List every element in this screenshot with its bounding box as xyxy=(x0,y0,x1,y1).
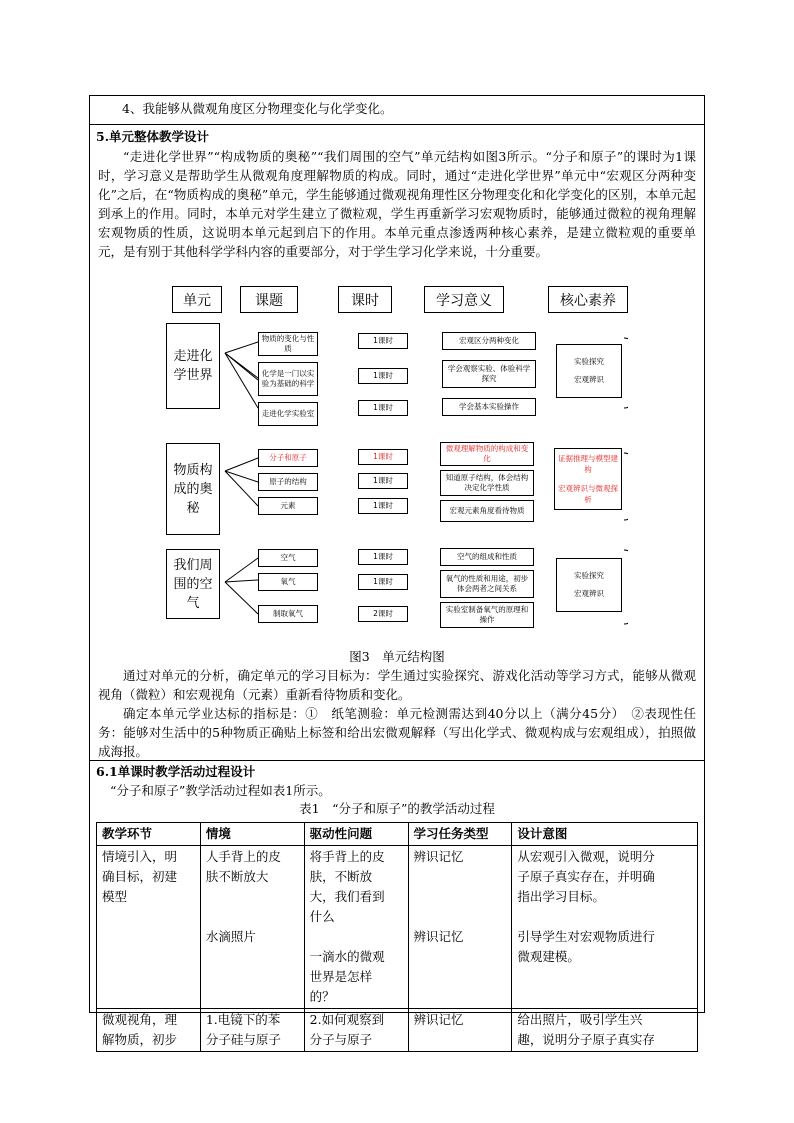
intent-cell: 给出照片，吸引学生兴 趣，说明分子原子真实存 xyxy=(512,1009,698,1052)
unit-box: 走进化学世界 xyxy=(166,323,220,409)
question-cell: 将手背上的皮 肤，不断放 大，我们看到 什么 一滴水的微观 世界是怎样 的？ xyxy=(304,846,408,1009)
literacy-item: 宏观辨识 xyxy=(574,375,604,384)
column-header: 驱动性问题 xyxy=(304,823,408,846)
literacy-box xyxy=(556,344,622,398)
task-cell: 辨识记忆 辨识记忆 xyxy=(408,846,512,1009)
hours-box: 1课时 xyxy=(358,473,408,489)
topic-box: 走进化学实验室 xyxy=(258,402,318,426)
literacy-item: 实验探究 xyxy=(574,357,604,366)
column-header: 情境 xyxy=(200,823,304,846)
goal-item-4: 4、我能够从微观角度区分物理变化与化学变化。 xyxy=(122,101,393,116)
meaning-box: 知道原子结构，体会结构决定化学性质 xyxy=(440,470,534,496)
hours-box: 1课时 xyxy=(358,333,408,349)
literacy-item: 宏观辨识与微观探析 xyxy=(558,484,618,504)
literacy-item: 证据推理与模型建构 xyxy=(558,454,618,474)
column-header: 设计意图 xyxy=(512,823,698,846)
topic-box: 氧气 xyxy=(258,573,318,591)
unit-structure-diagram xyxy=(172,286,628,634)
question-cell: 2.如何观察到 分子与原子 xyxy=(304,1009,408,1052)
row-divider xyxy=(90,760,704,761)
topic-box: 元素 xyxy=(258,497,318,515)
unit-box: 物质构成的奥秘 xyxy=(166,443,220,535)
hours-box: 1课时 xyxy=(358,549,408,565)
literacy-item: 实验探究 xyxy=(574,571,604,580)
meaning-box: 空气的组成和性质 xyxy=(440,548,534,566)
topic-box: 原子的结构 xyxy=(258,473,318,491)
header-topic: 课题 xyxy=(240,286,298,313)
meaning-box: 氧气的性质和用途，初步体会两者之间关系 xyxy=(440,570,534,598)
meaning-box-highlighted: 微观理解物质的构成和变化 xyxy=(440,442,534,466)
stage-cell: 微观视角，理 解物质，初步 xyxy=(97,1009,201,1052)
literacy-box-highlighted xyxy=(554,448,622,510)
section5-heading: 5.单元整体教学设计 xyxy=(96,129,210,144)
hours-box: 1课时 xyxy=(358,368,408,384)
hours-box: 1课时 xyxy=(358,400,408,416)
header-hours: 课时 xyxy=(338,286,392,313)
goals-paragraph: 通过对单元的分析，确定单元的学习目标为：学生通过实验探究、游戏化活动等学习方式，能够从微观视角（微粒）和宏观视角（元素）重新看待物质和变化。 xyxy=(98,668,696,702)
table-row xyxy=(97,846,698,1009)
topic-box: 制取氧气 xyxy=(258,605,318,623)
situation-cell: 人手背上的皮 肤不断放大 水滴照片 xyxy=(200,846,304,1009)
intent-cell: 从宏观引入微观，说明分 子原子真实存在，并明确 指出学习目标。 引导学生对宏观物质进行 微观建模。 xyxy=(512,846,698,1009)
indicators-paragraph: 确定本单元学业达标的指标是：① 纸笔测验：单元检测需达到40分以上（满分45分） ②表现性任务：能够对生活中的5种物质正确贴上标签和给出宏微观解释（写出化学式、微观构成与宏观组成），拍照做成海报。 xyxy=(98,706,696,759)
task-cell: 辨识记忆 xyxy=(408,1009,512,1052)
stage-cell: 情境引入，明 确目标，初建 模型 xyxy=(97,846,201,1009)
hours-box: 1课时 xyxy=(358,574,408,590)
topic-box: 化学是一门以实验为基础的科学 xyxy=(258,362,318,396)
table-header-row xyxy=(97,823,698,846)
topic-box: 物质的变化与性质 xyxy=(258,332,318,356)
header-literacy: 核心素养 xyxy=(548,286,628,313)
section6-intro: “分子和原子”教学活动过程如表1所示。 xyxy=(110,783,331,798)
section6-heading: 6.1单课时教学活动过程设计 xyxy=(96,764,256,779)
meaning-box: 宏观区分两种变化 xyxy=(442,332,536,350)
column-header: 教学环节 xyxy=(97,823,201,846)
hours-box-highlighted: 1课时 xyxy=(358,449,408,465)
topic-box: 空气 xyxy=(258,549,318,567)
section5-paragraph: “走进化学世界”“构成物质的奥秘”“我们周围的空气”单元结构如图3所示。“分子和原子”的课时为1课时，学习意义是帮助学生从微观角度理解物质的构成。同时，通过“走进化学世界”单元中“宏观区分两种变化”之后，在“物质构成的奥秘”单元，学生能够通过微观视角理性区分物理变化和化学变化的区别，本单元起到承上的作用。同时，本单元对学生建立了微粒观，学生再重新学习宏观物质时，能够通过微粒的视角理解宏观物质的性质，这说明本单元起到启下的作用。本单元重点渗透两种核心素养，是建立微粒观的重要单元，是有别于其他科学学科内容的重要部分，对于学生学习化学来说，十分重要。 xyxy=(98,149,696,259)
row-divider xyxy=(90,124,704,125)
hours-box: 1课时 xyxy=(358,498,408,514)
literacy-item: 宏观辨识 xyxy=(574,589,604,598)
meaning-box: 宏观元素角度看待物质 xyxy=(440,500,534,522)
header-meaning: 学习意义 xyxy=(424,286,504,313)
hours-box: 2课时 xyxy=(358,606,408,622)
situation-cell: 1.电镜下的苯 分子硅与原子 xyxy=(200,1009,304,1052)
literacy-box xyxy=(556,558,622,612)
document-frame xyxy=(89,95,705,1047)
table-caption: 表1 “分子和原子”的教学活动过程 xyxy=(299,801,495,816)
header-unit: 单元 xyxy=(172,286,222,313)
diagram-caption: 图3 单元结构图 xyxy=(349,649,445,664)
topic-box-highlighted: 分子和原子 xyxy=(258,449,318,467)
table-row xyxy=(97,1009,698,1052)
meaning-box: 实验室制备氧气的原理和操作 xyxy=(440,602,534,628)
unit-box: 我们周围的空气 xyxy=(166,549,220,619)
column-header: 学习任务类型 xyxy=(408,823,512,846)
meaning-box: 学会基本实验操作 xyxy=(442,398,536,416)
meaning-box: 学会观察实验、体验科学探究 xyxy=(442,360,536,388)
activity-table xyxy=(96,822,698,1052)
